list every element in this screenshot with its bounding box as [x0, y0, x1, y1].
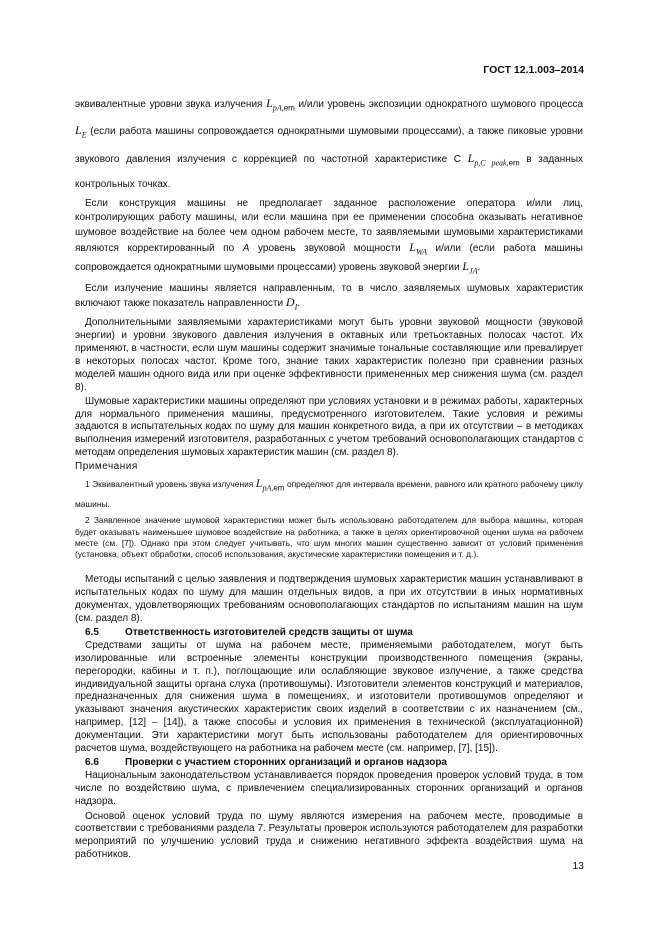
paragraph-8: Национальным законодательством устанавливается порядок проведения проверок условий труда, в том числе по воздействию шума, с привлечением специализированных сторонних организаций и органов надзора. [75, 769, 583, 807]
p1-text-d: в заданных контрольных точках. [75, 153, 584, 191]
document-id-header: ГОСТ 12.1.003–2014 [483, 64, 584, 76]
note-1: 1 Эквивалентный уровень звука излучения $L_{pA,em}$ определяют для интервала времени, равного или кратного рабочему циклу машины. [75, 476, 583, 510]
notes-title: Примечания [75, 461, 138, 473]
formula-l-pa-em: $L_{pA,em}$ [266, 96, 295, 113]
p1-text-a: эквивалентные уровни звука излучения [75, 99, 267, 110]
paragraph-5: Шумовые характеристики машины определяют при условиях установки и в режимах работы, характерных для нормального применения машины, предусмотренного изготовителем. Такие условия и режимы задаются в испытательных кодах по шуму для машин конкретного вида, а при их отсутствии – в методиках выполнения измерений изготовителя, разработанных с учетом требований основополагающих стандартов с методам определения шумовых характеристик машин (см. раздел 8). [75, 395, 583, 459]
formula-d-i: $D_I$ [285, 294, 298, 312]
formula-l-pa-em-note: $L_{pA,em}$ [255, 476, 285, 493]
formula-l-wa: $L_{WA}$ [409, 239, 427, 257]
paragraph-6: Методы испытаний с целью заявления и подтверждения шумовых характеристик машин устанавливают в испытательных кодах по шуму для машин отдельных видов, а при их отсутствии в иных нормативных документах, удовлетворяющих требованиям основополагающих стандартов по испытаниям машин на шум (см. раздел 8). [75, 574, 583, 624]
formula-l-e: $L_E$ [75, 123, 87, 140]
page-content [75, 92, 583, 862]
section-6-6-heading: 6.6 Проверки с участием сторонних организаций и органов надзора [85, 756, 447, 768]
p2-text-a: Если конструкция машины не предполагает заданное расположение оператора и/или лиц, контролирующих работу машины, или если машина при ее применении способна оказывать негативное шумовое воздействие на более чем одном рабочем месте, то заявляемыми шумовыми характеристиками являются корректированный по [75, 198, 583, 254]
p2-text-b: уровень звуковой мощности [249, 242, 410, 254]
note-2: 2 Заявленное значение шумовой характеристики может быть использовано работодателем для выбора машины, которая будет оказывать наименьшее шумовое воздействие на работника, а также в целях ориентировочной оценки шума на рабочем месте (см. [7]). Однако при этом следует учитывать, что шум многих машин существенно зависит от условий применения (установка, объект обработки, способ использования, акустические характеристики помещения и т. д.). [75, 515, 583, 560]
page-number: 13 [572, 860, 584, 872]
p2-text-c: и/или (если работа машины сопровождается однократными шумовыми процессами) уровень звуковой энергии [75, 242, 583, 274]
p1-text-b: и/или уровень экспозиции однократного шумового процесса [294, 99, 583, 110]
paragraph-7: Средствами защиты от шума на рабочем месте, применяемыми работодателем, могут быть изолированные или встроенные элементы конструкции производственного помещения (экраны, перегородки, кабины и т. п.), поглощающие или ослабляющие звуковое излучение, а также средства индивидуальной защиты органа слуха (противошумы). Изготовители элементов конструкций и материалов, предназначенных для снижения шума в помещениях, и изготовители противошумов определяют и указывают значения акустических характеристик своих изделий в соответствии с их назначением (см., например, [12] – [14]), а также способы и условия их применения в технической (эксплуатационной) документации. Эти характеристики могут быть использованы работодателем для ориентировочных расчетов шума, воздействующего на работника на рабочем месте (см. например, [7], [15]). [75, 639, 583, 755]
paragraph-1 [75, 92, 583, 196]
formula-l-pc-peak: $L_{p,C peak,em}$ [467, 150, 520, 168]
p1-text-c: (если работа машины сопровождается однократными шумовыми процессами), а также пиковые уровни звукового давления излучения с коррекцией по частотной характеристике С [75, 126, 583, 165]
paragraph-2: Если конструкция машины не предполагает заданное расположение оператора и/или лиц, контролирующих работу машины, или если машина при ее применении способна оказывать негативное шумовое воздействие на более чем одном рабочем месте, то заявляемыми шумовыми характеристиками являются корректированный по А уровень звуковой мощности $L_{WA}$ и/или (если работа машины сопровождается однократными шумовыми процессами) уровень звуковой энергии $L_{JA}$. [75, 198, 583, 276]
paragraph-3: Если излучение машины является направленным, то в число заявляемых шумовых характеристик включают также показатель направленности $D_I$. [75, 282, 583, 312]
section-6-5-heading: 6.5 Ответственность изготовителей средств защиты от шума [85, 626, 413, 638]
paragraph-4: Дополнительными заявляемыми характеристиками могут быть уровни звуковой мощности (звуковой энергии) и уровни звукового давления излучения в октавных или третьоктавных полосах частот. Их применяют, в частности, если шум машины содержит значимые тональные составляющие или превалирует в некоторых полосах частот. Кроме того, знание таких характеристик полезно при сравнении разных моделей машин одного вида или при оценке эффективности примененных мер снижения шума (см. раздел 8). [75, 317, 583, 393]
p3-text-a: Если излучение машины является направленным, то в число заявляемых шумовых характеристик включают также показатель направленности [75, 282, 583, 309]
paragraph-9: Основой оценок условий труда по шуму являются измерения на рабочем месте, проводимые в соответствии с требованиями раздела 7. Результаты проверок используются работодателем для разработки мероприятий по улучшению условий труда и снижению негативного эффекта воздействия шума на работников. [75, 810, 583, 861]
formula-l-ja: $L_{JA}$ [462, 259, 478, 276]
